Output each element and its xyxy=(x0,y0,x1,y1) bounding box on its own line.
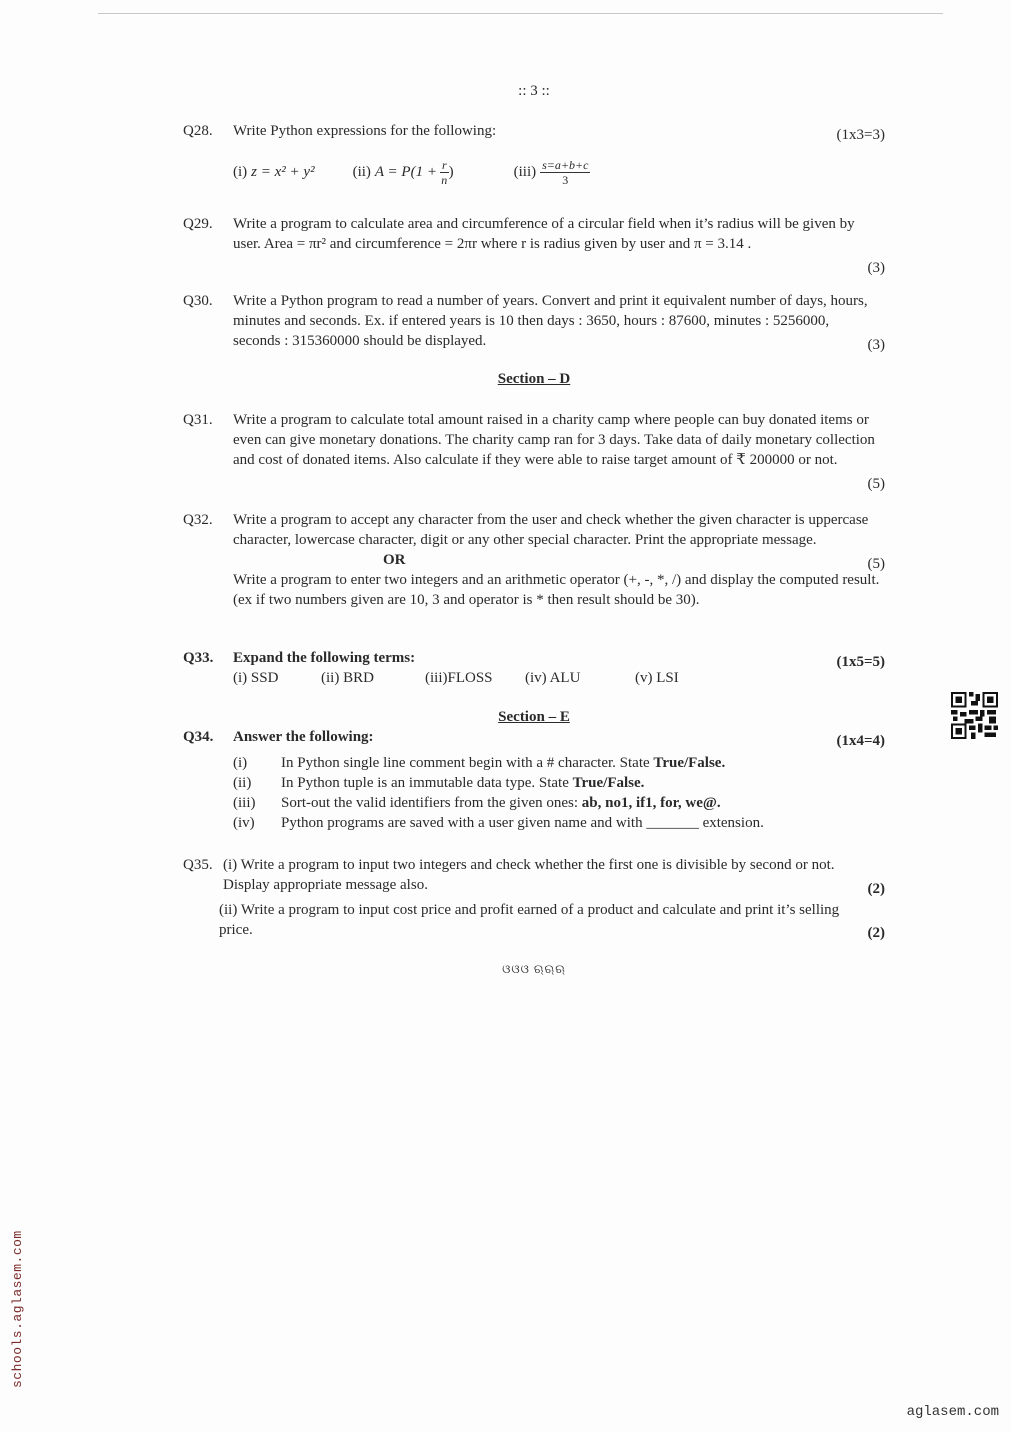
question-number: Q34. xyxy=(183,729,214,745)
sub-item-emphasis: True/False. xyxy=(653,755,726,771)
term-item: (iv) ALU xyxy=(525,670,581,686)
part-label: (ii) xyxy=(219,902,238,918)
marks: (5) xyxy=(867,476,885,492)
part-label: (i) xyxy=(223,857,238,873)
question-text: Write a program to calculate total amount raised in a charity camp where people can buy donated items or even can give monetary donations. The charity camp ran for 3 days. Take data of daily monetary collection and cost of donated items. Also calculate if they were able to raise target amount of ₹ 200000 or not. xyxy=(233,412,875,468)
sub-item-label: (iv) xyxy=(233,815,255,831)
question-text: Answer the following: xyxy=(233,729,374,745)
question-text: Expand the following terms: xyxy=(233,650,416,666)
sub-item xyxy=(233,773,885,793)
question-number: Q35. xyxy=(183,857,213,873)
denominator: 3 xyxy=(562,172,569,187)
question-text: Write Python expressions for the following: xyxy=(233,123,497,139)
question-number: Q32. xyxy=(183,512,213,528)
page-number: :: 3 :: xyxy=(518,83,550,99)
question-text: Write a program to accept any character from the user and check whether the given character is uppercase character, lowercase character, digit or any other special character. Print the appropriate message. xyxy=(233,512,869,548)
alternate-question-text: Write a program to enter two integers and an arithmetic operator (+, -, *, /) and display the computed result. (ex if two numbers given are 10, 3 and operator is * then result should be 30). xyxy=(233,572,880,608)
sub-item xyxy=(233,753,885,773)
question-number: Q33. xyxy=(183,650,214,666)
question-35 xyxy=(183,855,885,940)
fraction-r-over-n xyxy=(440,158,449,187)
question-34 xyxy=(183,727,885,833)
term-item: (iii)FLOSS xyxy=(425,670,493,686)
part-label: (i) xyxy=(233,164,248,180)
side-watermark: schools.aglasem.com xyxy=(10,1230,25,1388)
part-text: Write a program to input cost price and profit earned of a product and calculate and print it’s selling price. xyxy=(219,902,840,938)
qr-code-icon xyxy=(951,692,998,739)
end-of-paper-mark: ଓଓଓ ଋଋଋ xyxy=(502,962,566,976)
fraction-s-over-3 xyxy=(540,158,590,187)
question-28 xyxy=(183,121,885,189)
sub-item-emphasis: True/False. xyxy=(572,775,645,791)
sub-item-text: Python programs are saved with a user given name and with _______ extension. xyxy=(281,815,764,831)
sub-item-label: (i) xyxy=(233,755,248,771)
marks: (1x3=3) xyxy=(836,127,885,143)
question-number: Q31. xyxy=(183,412,213,428)
bottom-watermark: aglasem.com xyxy=(906,1404,999,1420)
question-30 xyxy=(183,291,885,351)
closing-paren: ) xyxy=(448,164,454,180)
marks: (3) xyxy=(867,337,885,353)
term-item: (ii) BRD xyxy=(321,670,374,686)
sub-item-text: In Python tuple is an immutable data type. State xyxy=(281,775,573,791)
question-number: Q28. xyxy=(183,123,213,139)
marks: (1x4=4) xyxy=(836,733,885,749)
sub-item-label: (ii) xyxy=(233,775,252,791)
question-text: Write a program to calculate area and circumference of a circular field when it’s radius will be given by user. Area = πr² and circumference = 2πr where r is radius given by user and π = 3.14 . xyxy=(233,216,855,252)
numerator: s=a+b+c xyxy=(542,157,589,172)
marks: (2) xyxy=(867,881,885,897)
sub-item-label: (iii) xyxy=(233,795,256,811)
marks: (3) xyxy=(867,260,885,276)
marks: (1x5=5) xyxy=(836,654,885,670)
scan-border-line xyxy=(98,13,943,14)
question-29 xyxy=(183,214,885,276)
term-item: (i) SSD xyxy=(233,670,279,686)
sub-item xyxy=(233,813,885,833)
question-number: Q29. xyxy=(183,216,213,232)
sub-item xyxy=(233,793,885,813)
term-item: (v) LSI xyxy=(635,670,679,686)
part-ii xyxy=(219,900,885,940)
question-number: Q30. xyxy=(183,293,213,309)
marks: (5) xyxy=(867,556,885,572)
terms-list xyxy=(233,668,885,688)
part-i xyxy=(223,855,885,895)
marks: (2) xyxy=(867,925,885,941)
expressions-row xyxy=(233,155,885,189)
part-text: Write a program to input two integers and check whether the first one is divisible by second or not. Display appropriate message also. xyxy=(223,857,835,893)
expression-i: z = x² + y² xyxy=(251,164,315,180)
sub-items xyxy=(233,753,885,833)
sub-item-emphasis: ab, no1, if1, for, we@. xyxy=(581,795,721,811)
section-e-heading: Section – E xyxy=(498,709,570,725)
numerator: r xyxy=(441,157,447,172)
question-31 xyxy=(183,410,885,492)
question-33 xyxy=(183,648,885,688)
denominator: n xyxy=(441,172,448,187)
sub-item-text: Sort-out the valid identifiers from the given ones: xyxy=(281,795,582,811)
question-text: Write a Python program to read a number of years. Convert and print it equivalent number of days, hours, minutes and seconds. Ex. if entered years is 10 then days : 3650, hours : 87600, minutes : 5256000, seconds : 315360000 should be displayed. xyxy=(233,293,868,349)
or-divider: OR xyxy=(383,552,406,568)
section-d-heading: Section – D xyxy=(497,371,571,387)
part-label: (iii) xyxy=(513,164,537,180)
sub-item-text: In Python single line comment begin with a # character. State xyxy=(281,755,654,771)
expression-ii-prefix: A = P(1 + xyxy=(374,164,437,180)
part-label: (ii) xyxy=(352,164,371,180)
question-32 xyxy=(183,510,885,610)
